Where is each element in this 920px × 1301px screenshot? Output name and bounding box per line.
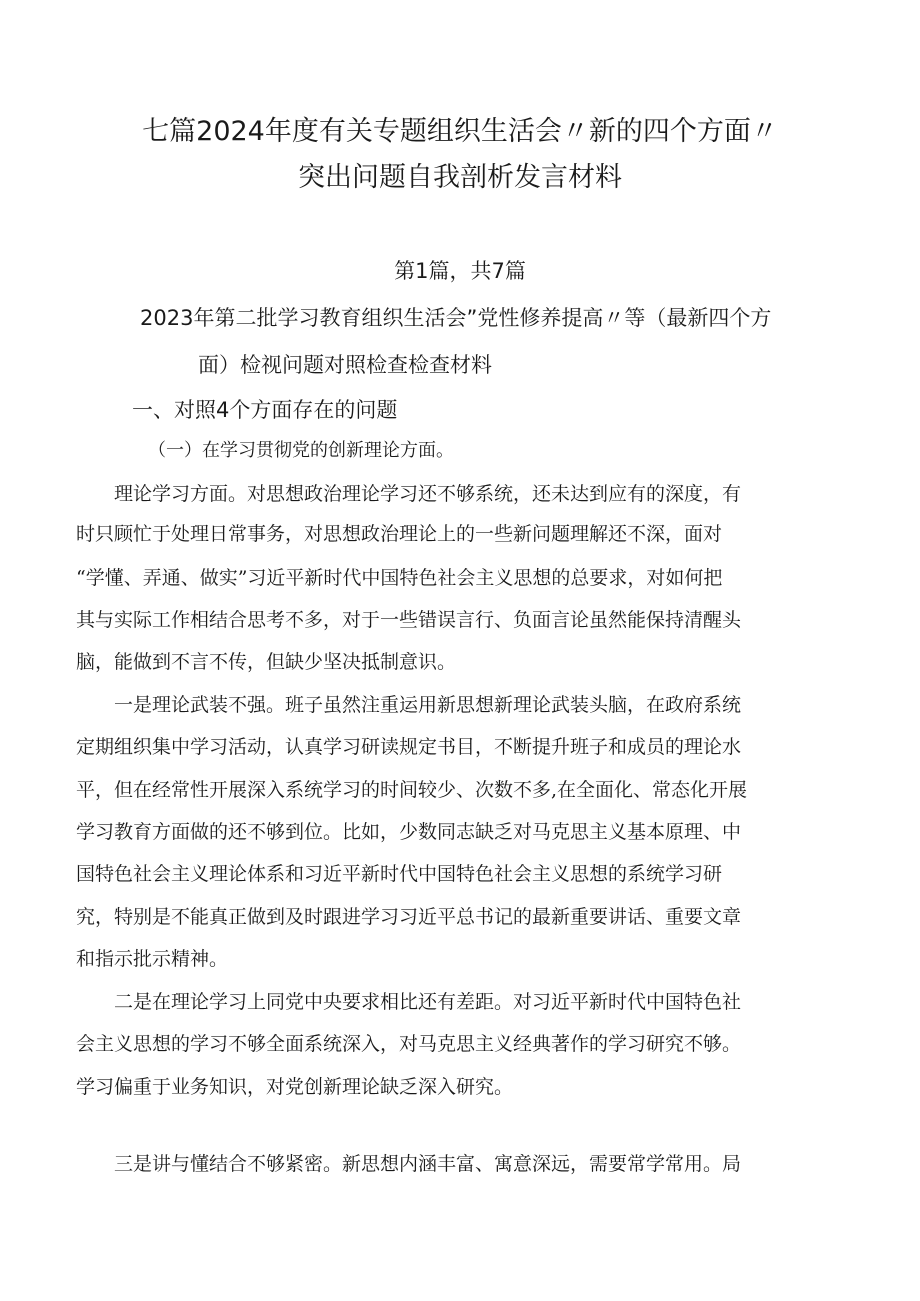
subtitle-line-1: 2023年第二批学习教育组织生活会”党性修养提高〃等（最新四个方 (140, 306, 772, 330)
body-line: 时只顾忙于处理日常事务，对思想政治理论上的一些新问题理解还不深，面对 (76, 523, 723, 545)
body-line: 学习偏重于业务知识，对党创新理论缺乏深入研究。 (76, 1076, 514, 1098)
body-line: 学习教育方面做的还不够到位。比如，少数同志缺乏对马克思主义基本原理、中 (76, 821, 742, 843)
section-heading: 一、对照4个方面存在的问题 (132, 398, 398, 422)
subtitle-line-2: 面）检视问题对照检查检查材料 (198, 353, 492, 377)
body-line: “学懂、弄通、做实”习近平新时代中国特色社会主义思想的总要求，对如何把 (76, 567, 723, 589)
body-line: 二是在理论学习上同党中央要求相比还有差距。对习近平新时代中国特色社 (76, 991, 742, 1013)
body-line: 一是理论武装不强。班子虽然注重运用新思想新理论武装头脑，在政府系统 (76, 694, 742, 716)
body-line: 平，但在经常性开展深入系统学习的时间较少、次数不多,在全面化、常态化开展 (76, 779, 748, 801)
body-line: 和指示批示精神。 (76, 948, 229, 970)
body-line: 理论学习方面。对思想政治理论学习还不够系统，还未达到应有的深度，有 (76, 483, 742, 505)
body-line: 国特色社会主义理论体系和习近平新时代中国特色社会主义思想的系统学习研 (76, 863, 723, 885)
body-line: 定期组织集中学习活动，认真学习研读规定书目，不断提升班子和成员的理论水 (76, 736, 742, 758)
document-title-line-1: 七篇2024年度有关专题组织生活会〃新的四个方面〃 (142, 116, 778, 147)
body-line: 脑，能做到不言不传，但缺少坚决抵制意识。 (76, 651, 457, 673)
part-label: 第1篇，共7篇 (394, 259, 526, 283)
body-line: 会主义思想的学习不够全面系统深入，对马克思主义经典著作的学习研究不够。 (76, 1033, 742, 1055)
document-title-line-2: 突出问题自我剖析发言材料 (298, 162, 622, 193)
body-line: 其与实际工作相结合思考不多，对于一些错误言行、负面言论虽然能保持清醒头 (76, 609, 742, 631)
body-line: 三是讲与懂结合不够紧密。新思想内涵丰富、寓意深远，需要常学常用。局 (76, 1153, 742, 1175)
body-line: 究，特别是不能真正做到及时跟进学习习近平总书记的最新重要讲话、重要文章 (76, 906, 742, 928)
sub-heading: （一）在学习贯彻党的创新理论方面。 (148, 440, 454, 461)
